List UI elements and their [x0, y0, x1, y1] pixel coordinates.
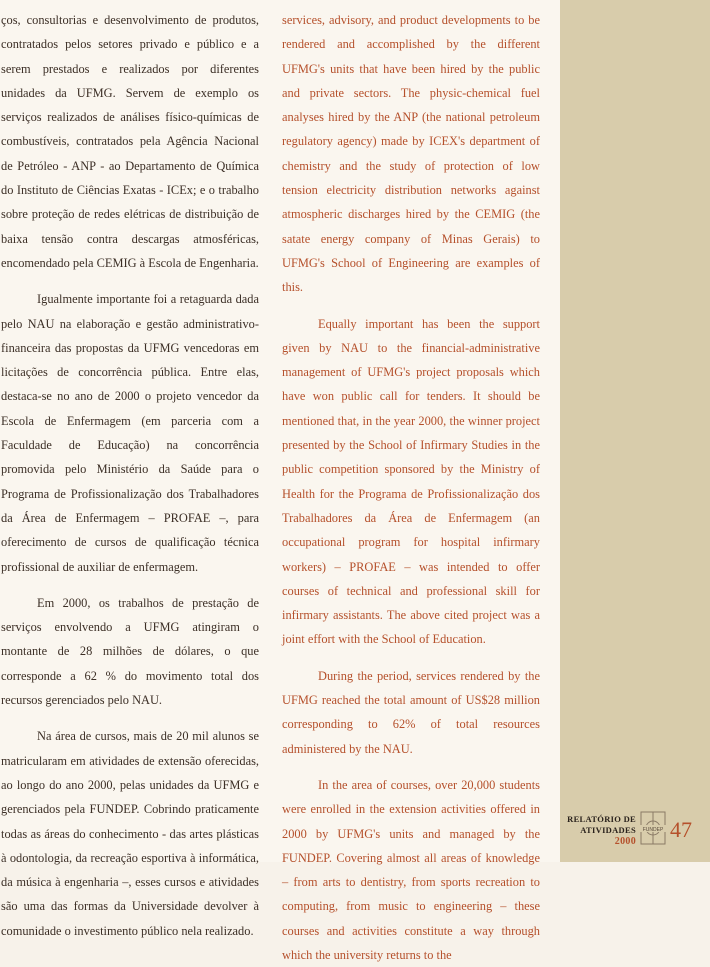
english-column: [282, 8, 540, 967]
report-line-1: RELATÓRIO DE: [567, 814, 636, 824]
en-paragraph-2: Equally important has been the support given by NAU to the financial-administrative management of UFMG's project proposals which have won public call for tenders. It should be mentioned that, in the year 2000, the winner project presented by the School of Infirmary Studies in the public competition sponsored by the Ministry of Health for the Programa de Profissionalização dos Trabalhadores da Área de Enfermagem (an occupational program for hospital infirmary workers) – PROFAE – was intended to offer courses of technical and professional skill for infirmary assistants. The above cited project was a joint effort with the School of Education.: [282, 316, 540, 647]
en-paragraph-3: During the period, services rendered by the UFMG reached the total amount of US$28 million corresponding to 62% of total resources administered by the NAU.: [282, 668, 540, 756]
pt-paragraph-1: ços, consultorias e desenvolvimento de produtos, contratados pelos setores privado e público e a serem prestados e realizados por diferentes unidades da UFMG. Servem de exemplo os serviços realizados de análises físico-químicas de combustíveis, contratados pela Agência Nacional de Petróleo - ANP - ao Departamento de Química do Instituto de Ciências Exatas - ICEx; e o trabalho sobre proteção de redes elétricas de distribuição de baixa tensão contra descargas atmosféricas, encomendado pela CEMIG à Escola de Engenharia.: [1, 13, 259, 270]
page-number: 47: [670, 817, 692, 842]
report-line-2: ATIVIDADES: [580, 825, 636, 835]
page-footer: [560, 808, 710, 852]
report-line-2-wrap: [564, 825, 636, 847]
report-year: 2000: [614, 836, 636, 847]
report-title: [564, 814, 636, 847]
pt-paragraph-3: Em 2000, os trabalhos de prestação de serviços envolvendo a UFMG atingiram o montante de 28 milhões de dólares, o que corresponde a 62 % do movimento total dos recursos gerenciados pelo NAU.: [1, 595, 259, 708]
portuguese-column: [1, 8, 259, 943]
en-paragraph-1: services, advisory, and product developments to be rendered and accomplished by the different UFMG's units that have been hired by the public and private sectors. The physic-chemical fuel analyses hired by the ANP (the national petroleum regulatory agency) made by ICEX's department of chemistry and the study of protection of low tension electricity distribution networks against atmospheric discharges hired by the CEMIG (the satate energy company of Minas Gerais) to UFMG's School of Engineering are examples of this.: [282, 13, 540, 295]
en-paragraph-4: In the area of courses, over 20,000 students were enrolled in the extension activities offered in 2000 by UFMG's units and managed by the FUNDEP. Covering almost all areas of knowledge – from arts to dentistry, from sports recreation to computing, from music to engineering – these courses and activities constitute a way through which the university returns to the: [282, 777, 540, 962]
pt-paragraph-4: Na área de cursos, mais de 20 mil alunos se matricularam em atividades de extensão oferecidas, ao longo do ano 2000, pelas unidades da UFMG e gerenciados pela FUNDEP. Cobrindo praticamente todas as áreas do conhecimento - das artes plásticas à odontologia, da recreação esportiva à informática, da música à engenharia –, esses cursos e atividades são uma das formas da Universidade devolver à comunidade o investimento público nela realizado.: [1, 729, 259, 938]
fundep-logo-icon: [638, 810, 668, 846]
pt-paragraph-2: Igualmente importante foi a retaguarda dada pelo NAU na elaboração e gestão administrativo-financeira das propostas da UFMG vencedoras em licitações de concorrência pública. Entre elas, destaca-se no ano de 2000 o projeto vencedor da Escola de Enfermagem (em parceria com a Faculdade de Educação) na concorrência promovida pelo Ministério da Saúde para o Programa de Profissionalização dos Trabalhadores da Área de Enfermagem – PROFAE –, para oferecimento de cursos de qualificação técnica profissional de auxiliar de enfermagem.: [1, 292, 259, 574]
decorative-sidebar: [560, 0, 710, 862]
logo-text: FUNDEP: [642, 827, 664, 833]
